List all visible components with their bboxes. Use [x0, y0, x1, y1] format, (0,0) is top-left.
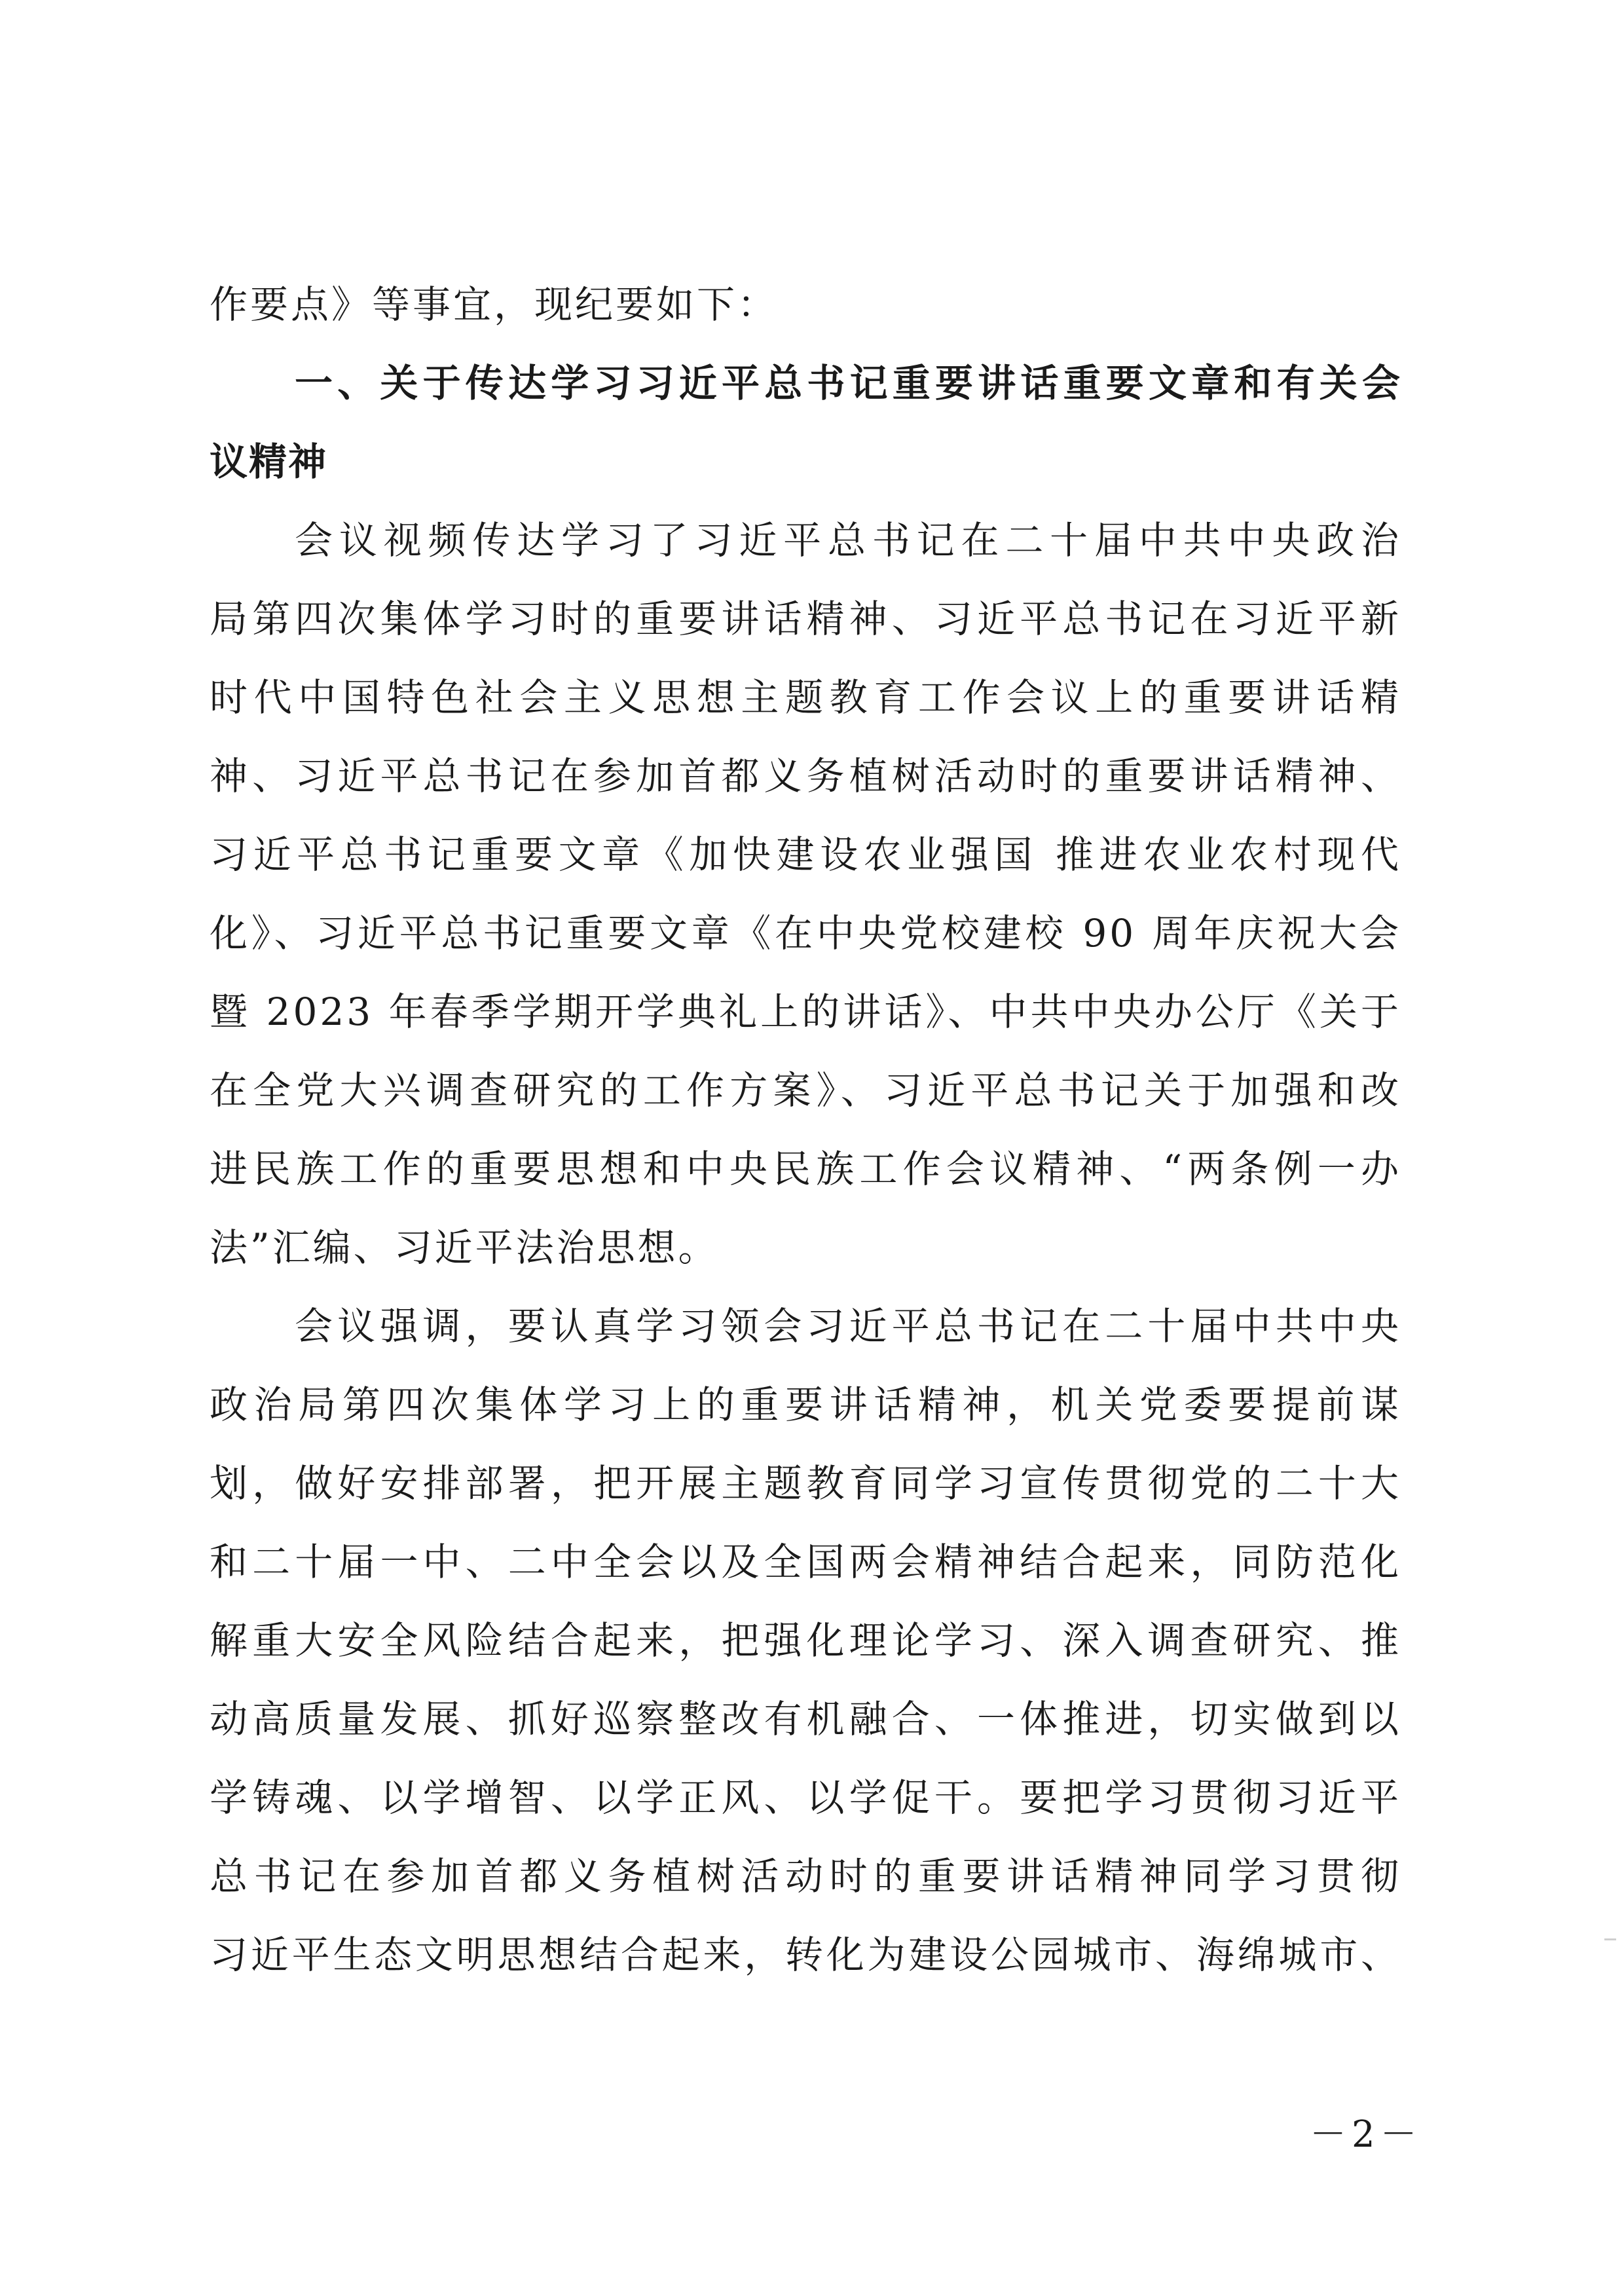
paragraph-2-line: 划，做好安排部署，把开展主题教育同学习宣传贯彻党的二十大: [210, 1461, 1401, 1506]
paragraph-2-line: 总书记在参加首都义务植树活动时的重要讲话精神同学习贯彻: [210, 1854, 1401, 1898]
paragraph-2-line: 解重大安全风险结合起来，把强化理论学习、深入调查研究、推: [210, 1618, 1401, 1663]
page-number: －2－: [1310, 2113, 1422, 2156]
paragraph-1-last-line: 法”汇编、习近平法治思想。: [210, 1225, 719, 1270]
paragraph-2-line: 动高质量发展、抓好巡察整改有机融合、一体推进，切实做到以: [210, 1697, 1401, 1741]
paragraph-1-line: 习近平总书记重要文章《加快建设农业强国 推进农业农村现代: [210, 832, 1401, 877]
paragraph-1-line: 时代中国特色社会主义思想主题教育工作会议上的重要讲话精: [210, 675, 1401, 720]
document-body: [210, 265, 1401, 1994]
paragraph-2-line: 政治局第四次集体学习上的重要讲话精神，机关党委要提前谋: [210, 1382, 1401, 1427]
paragraph-1-line: 化》、习近平总书记重要文章《在中央党校建校 90 周年庆祝大会: [210, 911, 1401, 955]
paragraph-1-line: 进民族工作的重要思想和中央民族工作会议精神、“两条例一办: [210, 1147, 1401, 1191]
paragraph-2-line: 学铸魂、以学增智、以学正风、以学促干。要把学习贯彻习近平: [210, 1775, 1401, 1820]
body-line-continuation: 作要点》等事宜，现纪要如下：: [210, 282, 779, 327]
paragraph-2-line: 习近平生态文明思想结合起来，转化为建设公园城市、海绵城市、: [210, 1933, 1401, 1977]
section-heading-continuation: 议精神: [210, 439, 328, 484]
paragraph-1-line: 神、习近平总书记在参加首都义务植树活动时的重要讲话精神、: [210, 754, 1401, 798]
paragraph-2-line: 会议强调，要认真学习领会习近平总书记在二十届中共中央: [295, 1304, 1401, 1348]
paragraph-1-line: 会议视频传达学习了习近平总书记在二十届中共中央政治: [295, 518, 1401, 563]
scan-edge-mark: [1604, 1938, 1616, 1940]
paragraph-1-line: 暨 2023 年春季学期开学典礼上的讲话》、中共中央办公厅《关于: [210, 990, 1401, 1034]
paragraph-1-line: 局第四次集体学习时的重要讲话精神、习近平总书记在习近平新: [210, 597, 1401, 641]
section-heading: 一、关于传达学习习近平总书记重要讲话重要文章和有关会: [295, 361, 1401, 405]
paragraph-2-line: 和二十届一中、二中全会以及全国两会精神结合起来，同防范化: [210, 1540, 1401, 1584]
paragraph-1-line: 在全党大兴调查研究的工作方案》、习近平总书记关于加强和改: [210, 1068, 1401, 1113]
